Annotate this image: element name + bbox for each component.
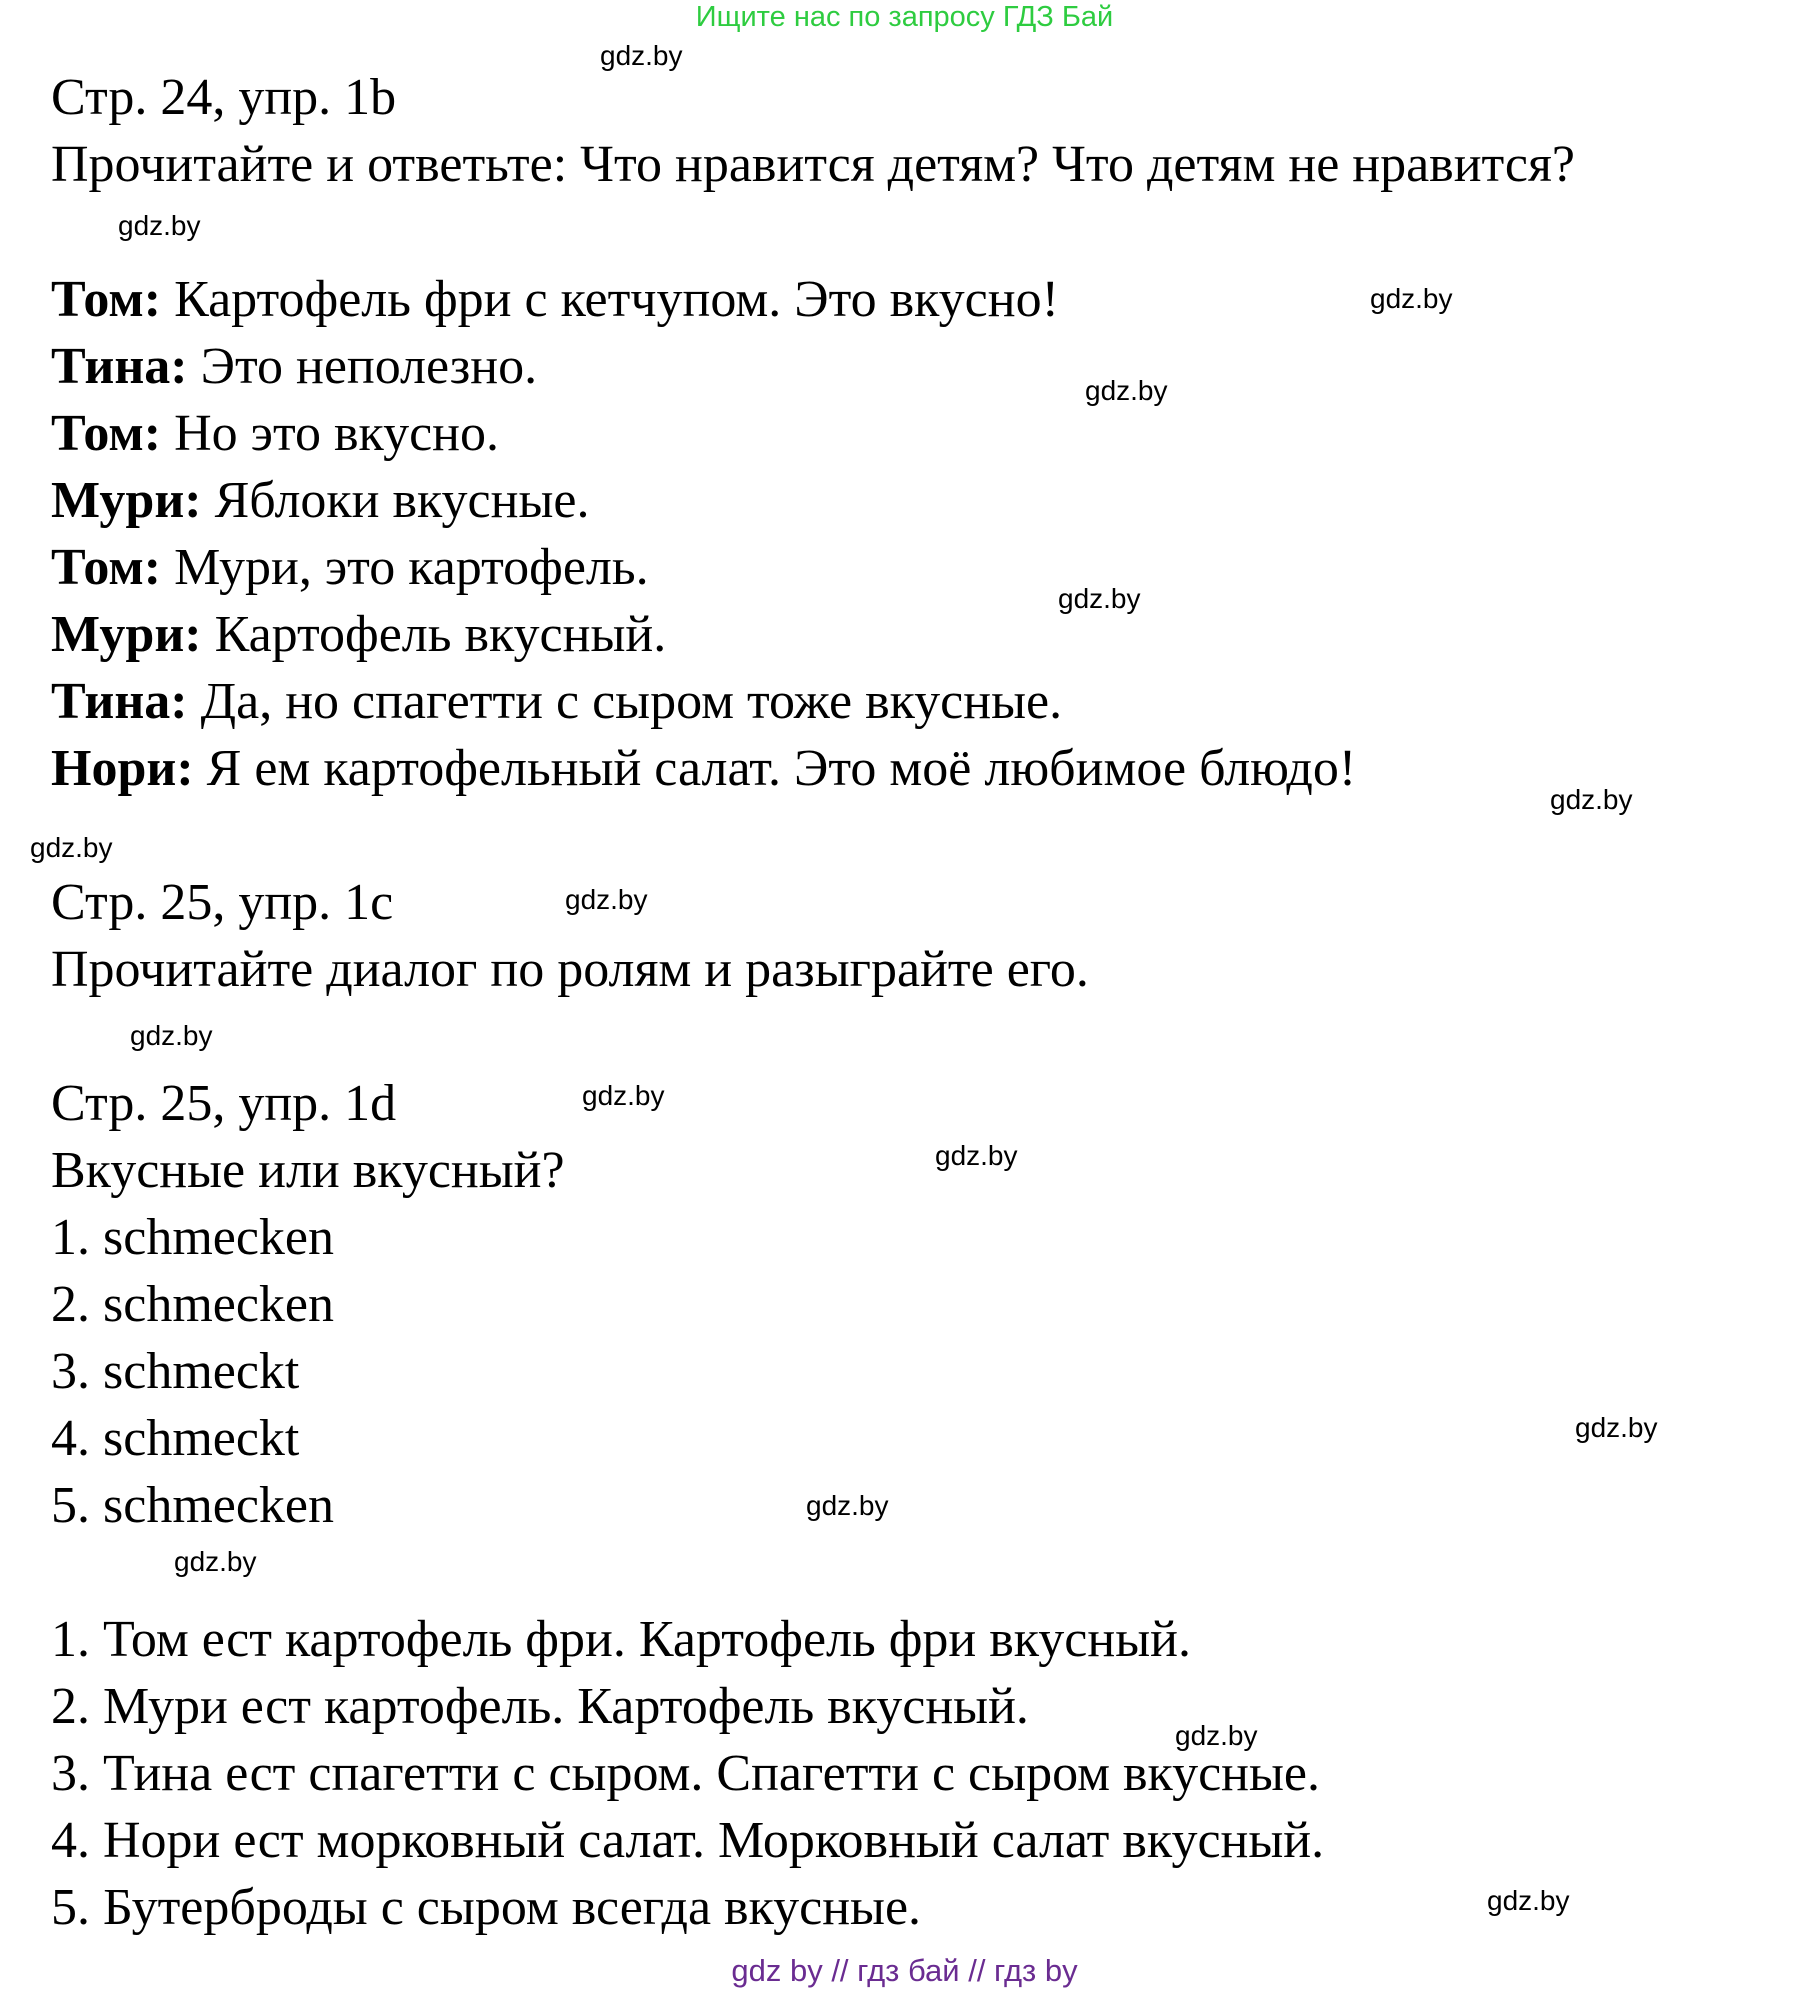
dialog-line	[51, 337, 537, 397]
watermark: gdz.by	[935, 1140, 1018, 1171]
watermark: gdz.by	[600, 40, 683, 71]
dialog-line	[51, 270, 1059, 330]
ex1b-task: Прочитайте и ответьте: Что нравится детям? Что детям не нравится?	[51, 136, 1575, 193]
speaker: Том:	[51, 539, 162, 596]
replica: Мури, это картофель.	[161, 539, 649, 596]
watermark: gdz.by	[1550, 784, 1633, 815]
dialog-line	[51, 538, 649, 598]
speaker: Мури:	[51, 606, 202, 663]
watermark: gdz.by	[1487, 1885, 1570, 1916]
speaker: Мури:	[51, 472, 202, 529]
dialog-line	[51, 672, 1062, 732]
answer-item: 2. schmecken	[51, 1276, 335, 1333]
replica: Это неполезно.	[187, 338, 538, 395]
watermark: gdz.by	[118, 210, 201, 241]
ex1d-task: Вкусные или вкусный?	[51, 1142, 565, 1199]
watermark: gdz.by	[1085, 375, 1168, 406]
footer-links[interactable]: gdz by // гдз бай // гдз by	[731, 1953, 1078, 1988]
replica: Яблоки вкусные.	[201, 472, 590, 529]
dialog-line	[51, 471, 590, 531]
watermark: gdz.by	[130, 1020, 213, 1051]
watermark: gdz.by	[174, 1546, 257, 1577]
translation-item: 2. Мури ест картофель. Картофель вкусный.	[51, 1678, 1029, 1735]
speaker: Нори:	[51, 740, 194, 797]
replica: Я ем картофельный салат. Это моё любимое блюдо!	[193, 740, 1357, 797]
speaker: Тина:	[51, 673, 188, 730]
replica: Картофель фри с кетчупом. Это вкусно!	[161, 271, 1059, 328]
ex1c-heading: Стр. 25, упр. 1c	[51, 874, 394, 931]
replica: Да, но спагетти с сыром тоже вкусные.	[187, 673, 1063, 730]
watermark: gdz.by	[1575, 1412, 1658, 1443]
watermark: gdz.by	[1058, 583, 1141, 614]
answer-item: 4. schmeckt	[51, 1410, 300, 1467]
watermark: gdz.by	[1175, 1720, 1258, 1751]
answer-item: 1. schmecken	[51, 1209, 335, 1266]
dialog-line	[51, 605, 666, 665]
watermark: gdz.by	[1370, 283, 1453, 314]
watermark: gdz.by	[30, 832, 113, 863]
top-banner[interactable]: Ищите нас по запросу ГДЗ Бай	[695, 1, 1114, 33]
translation-item: 4. Нори ест морковный салат. Морковный салат вкусный.	[51, 1812, 1325, 1869]
watermark: gdz.by	[565, 884, 648, 915]
answer-item: 5. schmecken	[51, 1477, 335, 1534]
translation-item: 3. Тина ест спагетти с сыром. Спагетти с сыром вкусные.	[51, 1745, 1320, 1802]
speaker: Том:	[51, 405, 162, 462]
replica: Но это вкусно.	[161, 405, 499, 462]
speaker: Тина:	[51, 338, 188, 395]
ex1b-heading: Стр. 24, упр. 1b	[51, 69, 397, 126]
speaker: Том:	[51, 271, 162, 328]
dialog-line	[51, 739, 1356, 799]
watermark: gdz.by	[582, 1080, 665, 1111]
ex1d-heading: Стр. 25, упр. 1d	[51, 1075, 397, 1132]
replica: Картофель вкусный.	[201, 606, 667, 663]
dialog-line	[51, 404, 499, 464]
answer-item: 3. schmeckt	[51, 1343, 300, 1400]
translation-item: 1. Том ест картофель фри. Картофель фри вкусный.	[51, 1611, 1191, 1668]
translation-item: 5. Бутерброды с сыром всегда вкусные.	[51, 1879, 922, 1936]
watermark: gdz.by	[806, 1490, 889, 1521]
ex1c-task: Прочитайте диалог по ролям и разыграйте его.	[51, 941, 1089, 998]
